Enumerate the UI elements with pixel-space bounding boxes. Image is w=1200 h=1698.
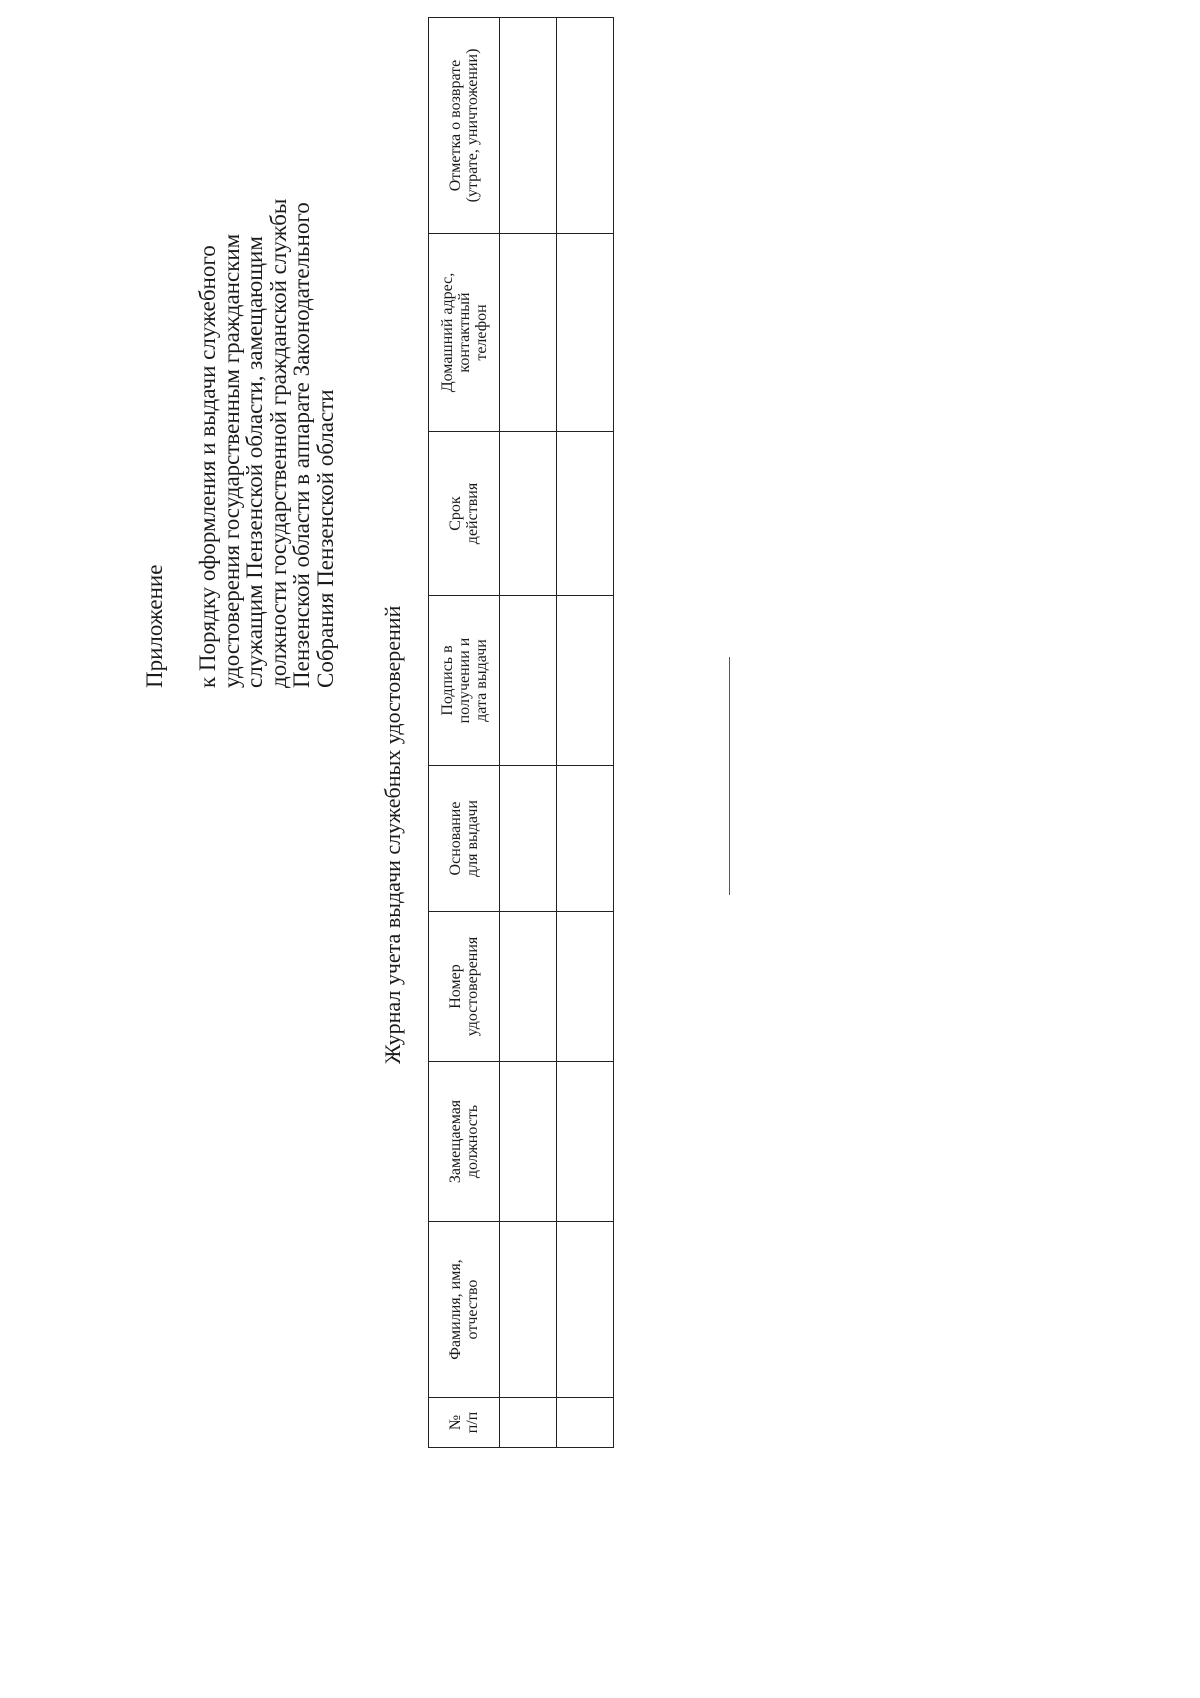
column-header-certificate-number: Номер удостоверения [429,912,500,1062]
table-cell [557,596,614,766]
column-header-validity-period: Срок действия [429,432,500,596]
table-cell [500,766,557,912]
table-row [557,18,614,1448]
table-cell [500,912,557,1062]
table-cell [557,912,614,1062]
column-header-number: № п/п [429,1398,500,1448]
appendix-description-line: служащим Пензенской области, замещающим [242,236,267,688]
journal-title: Журнал учета выдачи служебных удостоверений [380,605,405,1064]
journal-table [428,17,614,1448]
table-cell [557,432,614,596]
appendix-title: Приложение [142,564,167,688]
column-header-address-phone: Домашний адрес, контактный телефон [429,234,500,432]
table-header-row [429,18,500,1448]
table-cell [500,432,557,596]
column-header-full-name: Фамилия, имя, отчество [429,1222,500,1398]
appendix-description-line: удостоверения государственным гражданским [218,233,244,688]
column-header-return-mark: Отметка о возврате (утрате, уничтожении) [429,18,500,234]
table-cell [557,1062,614,1222]
table-cell [557,1222,614,1398]
appendix-description-line: к Порядку оформления и выдачи служебного [195,245,220,688]
table-cell [557,18,614,234]
appendix-description-line: Пензенской области в аппарате Законодательного [289,202,314,688]
table-cell [557,1398,614,1448]
table-cell [557,234,614,432]
table-cell [500,18,557,234]
appendix-description [196,168,337,688]
appendix-description-line: должности государственной гражданской службы [265,198,291,688]
signature-line [729,657,730,895]
table-cell [500,596,557,766]
column-header-signature-date: Подпись в получении и дата выдачи [429,596,500,766]
table-cell [500,234,557,432]
column-header-position: Замещаемая должность [429,1062,500,1222]
table-cell [500,1222,557,1398]
table-cell [500,1398,557,1448]
appendix-description-line: Собрания Пензенской области [312,389,338,688]
table-cell [500,1062,557,1222]
table-row [500,18,557,1448]
column-header-issue-basis: Основание для выдачи [429,766,500,912]
table-cell [557,766,614,912]
